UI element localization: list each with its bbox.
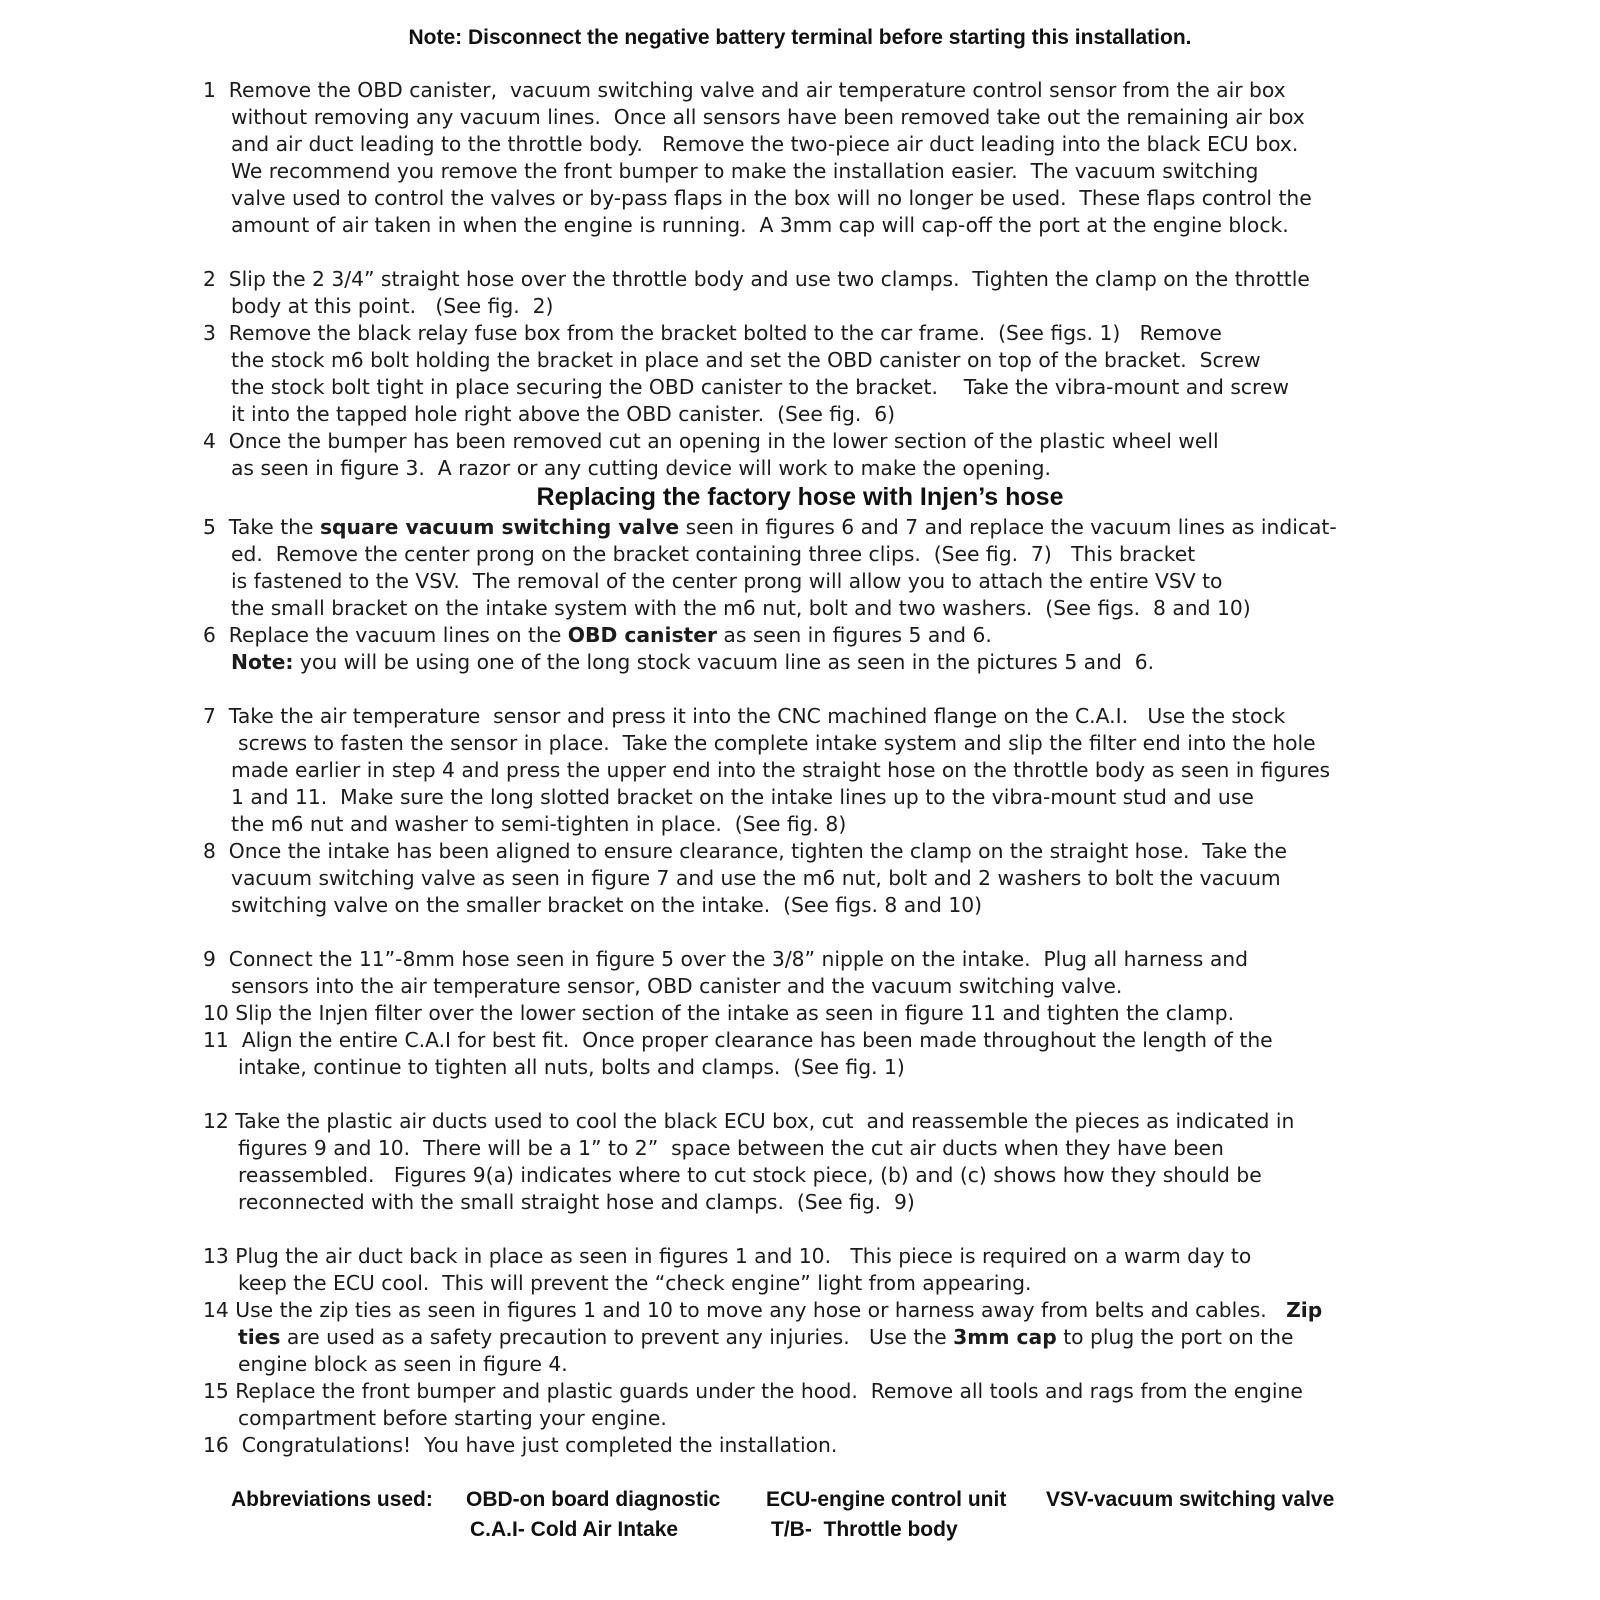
abbreviations-label: Abbreviations used:: [231, 1488, 433, 1511]
step-7-line-4: 1 and 11. Make sure the long slotted bracket on the intake lines up to the vibra-mount stud and use: [231, 785, 1254, 809]
step-5-line-4: the small bracket on the intake system with the m6 nut, bolt and two washers. (See figs. 8 and 10): [231, 596, 1251, 620]
step-12-line-1: 12 Take the plastic air ducts used to cool the black ECU box, cut and reassemble the pieces as indicated in: [203, 1109, 1295, 1133]
step-5-line-3: is fastened to the VSV. The removal of the center prong will allow you to attach the entire VSV to: [231, 569, 1223, 593]
step-16-line-1: 16 Congratulations! You have just completed the installation.: [203, 1433, 838, 1457]
step-14-text-end: to plug the port on the: [1056, 1325, 1294, 1349]
step-14-bold-ties: ties: [238, 1325, 281, 1349]
step-12-line-3: reassembled. Figures 9(a) indicates where to cut stock piece, (b) and (c) shows how they should be: [238, 1163, 1262, 1187]
step-6-text-cont: as seen in figures 5 and 6.: [716, 623, 992, 647]
step-1-line-3: and air duct leading to the throttle body. Remove the two-piece air duct leading into the black ECU box.: [231, 132, 1299, 156]
step-5-line-1: [203, 514, 1337, 541]
step-5-text-cont: seen in figures 6 and 7 and replace the vacuum lines as indicat-: [679, 515, 1337, 539]
step-8-line-2: vacuum switching valve as seen in figure 7 and use the m6 nut, bolt and 2 washers to bolt the vacuum: [231, 866, 1281, 890]
abbr-cai: C.A.I- Cold Air Intake: [470, 1518, 679, 1541]
step-11-line-2: intake, continue to tighten all nuts, bolts and clamps. (See fig. 1): [238, 1055, 905, 1079]
step-9-line-2: sensors into the air temperature sensor, OBD canister and the vacuum switching valve.: [231, 974, 1123, 998]
step-14-line-1: [203, 1297, 1322, 1324]
step-7-line-5: the m6 nut and washer to semi-tighten in place. (See fig. 8): [231, 812, 847, 836]
step-8-line-1: 8 Once the intake has been aligned to ensure clearance, tighten the clamp on the straight hose. Take the: [203, 839, 1287, 863]
step-6-bold-term: OBD canister: [567, 623, 717, 647]
step-4-line-1: 4 Once the bumper has been removed cut an opening in the lower section of the plastic wheel well: [203, 429, 1219, 453]
step-14-line-3: engine block as seen in figure 4.: [238, 1352, 568, 1376]
step-12-line-2: figures 9 and 10. There will be a 1” to 2” space between the cut air ducts when they have been: [238, 1136, 1224, 1160]
step-9-line-1: 9 Connect the 11”-8mm hose seen in figure 5 over the 3/8” nipple on the intake. Plug all harness and: [203, 947, 1248, 971]
step-14-bold-cap: 3mm cap: [953, 1325, 1057, 1349]
step-7-line-3: made earlier in step 4 and press the upper end into the straight hose on the throttle body as seen in figures: [231, 758, 1331, 782]
step-14-bold-zip: Zip: [1286, 1298, 1323, 1322]
step-1-line-5: valve used to control the valves or by-pass flaps in the box will no longer be used. These flaps control the: [231, 186, 1312, 210]
step-12-line-4: reconnected with the small straight hose and clamps. (See fig. 9): [238, 1190, 915, 1214]
abbr-tb: T/B- Throttle body: [771, 1518, 958, 1541]
step-5-line-2: ed. Remove the center prong on the bracket containing three clips. (See fig. 7) This bracket: [231, 542, 1196, 566]
step-7-line-1: 7 Take the air temperature sensor and press it into the CNC machined flange on the C.A.I. Use the stock: [203, 704, 1286, 728]
step-14-line-2: [238, 1324, 1293, 1351]
step-15-line-1: 15 Replace the front bumper and plastic guards under the hood. Remove all tools and rags from the engine: [203, 1379, 1303, 1403]
step-1-line-1: 1 Remove the OBD canister, vacuum switching valve and air temperature control sensor from the air box: [203, 78, 1286, 102]
step-14-text-mid: are used as a safety precaution to prevent any injuries. Use the: [280, 1325, 954, 1349]
step-4-line-2: as seen in figure 3. A razor or any cutting device will work to make the opening.: [231, 456, 1051, 480]
step-1-line-2: without removing any vacuum lines. Once all sensors have been removed take out the remaining air box: [231, 105, 1305, 129]
step-2-line-1: 2 Slip the 2 3/4” straight hose over the throttle body and use two clamps. Tighten the clamp on the throttle: [203, 267, 1310, 291]
step-1-line-6: amount of air taken in when the engine is running. A 3mm cap will cap-off the port at the engine block.: [231, 213, 1289, 237]
step-5-text: 5 Take the: [203, 515, 320, 539]
step-14-text: 14 Use the zip ties as seen in figures 1 and 10 to move any hose or harness away from belts and cables.: [203, 1298, 1287, 1322]
step-6-line-1: [203, 622, 992, 649]
step-15-line-2: compartment before starting your engine.: [238, 1406, 667, 1430]
step-6-note-text: you will be using one of the long stock vacuum line as seen in the pictures 5 and 6.: [293, 650, 1155, 674]
step-6-note-label: Note:: [231, 650, 294, 674]
step-2-line-2: body at this point. (See fig. 2): [231, 294, 554, 318]
abbr-vsv: VSV-vacuum switching valve: [1046, 1488, 1335, 1511]
step-11-line-1: 11 Align the entire C.A.I for best fit. Once proper clearance has been made throughout the length of the: [203, 1028, 1273, 1052]
step-13-line-2: keep the ECU cool. This will prevent the “check engine” light from appearing.: [238, 1271, 1032, 1295]
step-3-line-3: the stock bolt tight in place securing the OBD canister to the bracket. Take the vibra-mount and screw: [231, 375, 1289, 399]
step-8-line-3: switching valve on the smaller bracket on the intake. (See figs. 8 and 10): [231, 893, 983, 917]
step-6-text: 6 Replace the vacuum lines on the: [203, 623, 568, 647]
step-5-bold-term: square vacuum switching valve: [319, 515, 680, 539]
step-1-line-4: We recommend you remove the front bumper to make the installation easier. The vacuum switching: [231, 159, 1259, 183]
step-6-line-2: [231, 649, 1154, 676]
step-3-line-2: the stock m6 bolt holding the bracket in place and set the OBD canister on top of the bracket. Screw: [231, 348, 1261, 372]
step-3-line-1: 3 Remove the black relay fuse box from the bracket bolted to the car frame. (See figs. 1) Remove: [203, 321, 1222, 345]
abbr-ecu: ECU-engine control unit: [766, 1488, 1007, 1511]
step-3-line-4: it into the tapped hole right above the OBD canister. (See fig. 6): [231, 402, 896, 426]
abbr-obd: OBD-on board diagnostic: [466, 1488, 721, 1511]
section-heading: Replacing the factory hose with Injen’s hose: [536, 483, 1064, 511]
step-13-line-1: 13 Plug the air duct back in place as seen in figures 1 and 10. This piece is required on a warm day to: [203, 1244, 1252, 1268]
battery-note-title: Note: Disconnect the negative battery terminal before starting this installation.: [408, 26, 1192, 49]
step-10-line-1: 10 Slip the Injen filter over the lower section of the intake as seen in figure 11 and tighten the clamp.: [203, 1001, 1235, 1025]
step-7-line-2: screws to fasten the sensor in place. Take the complete intake system and slip the filter end into the hole: [238, 731, 1316, 755]
